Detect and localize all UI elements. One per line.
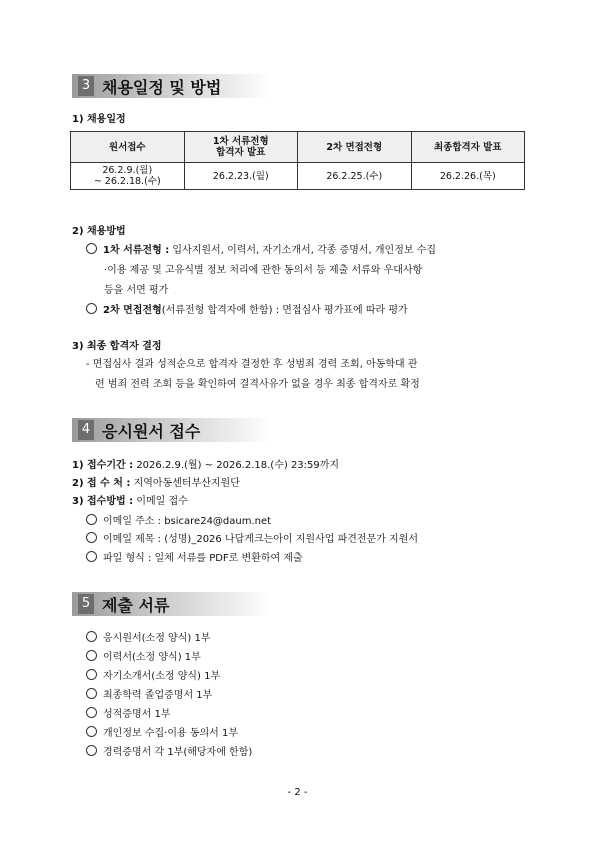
table-cell: 26.2.25.(수) (298, 163, 412, 190)
method-heading: 2) 채용방법 (72, 226, 126, 237)
circle-bullet-icon (86, 243, 97, 254)
schedule-table (70, 131, 525, 190)
circle-bullet-icon (86, 650, 97, 661)
list-item: 응시원서(소정 양식) 1부 (86, 629, 210, 644)
list-item: 자기소개서(소정 양식) 1부 (86, 667, 220, 682)
circle-bullet-icon (86, 514, 97, 525)
section-number: 5 (78, 594, 94, 614)
list-item: 이력서(소정 양식) 1부 (86, 648, 201, 663)
table-cell: 26.2.9.(월) ~ 26.2.18.(수) (71, 163, 185, 190)
method-item-2: 2차 면접전형(서류전형 합격자에 한함) : 면접심사 평가표에 따라 평가 (86, 301, 408, 316)
table-header-row (71, 132, 525, 163)
section-4-header (72, 418, 272, 442)
method-item-1: 1차 서류전형 : 입사지원서, 이력서, 자기소개서, 각종 증명서, 개인정보 수집 (86, 241, 436, 256)
circle-bullet-icon (86, 688, 97, 699)
section-title: 제출 서류 (102, 596, 170, 615)
final-line-1: - 면접심사 결과 성적순으로 합격자 결정한 후 성범죄 경력 조회, 아동학대 관 (86, 359, 418, 370)
page-number: - 2 - (287, 787, 308, 798)
table-row (71, 163, 525, 190)
section-title: 응시원서 접수 (102, 422, 201, 441)
table-cell: 26.2.23.(월) (184, 163, 298, 190)
circle-bullet-icon (86, 631, 97, 642)
list-item: 이메일 제목 : (성명)_2026 나답게크는아이 지원사업 파견전문가 지원서 (86, 530, 418, 545)
section-number: 4 (78, 420, 94, 440)
circle-bullet-icon (86, 707, 97, 718)
schedule-heading: 1) 채용일정 (72, 114, 126, 125)
list-item: 개인정보 수집·이용 동의서 1부 (86, 724, 238, 739)
list-item: 경력증명서 각 1부(해당자에 한함) (86, 743, 252, 758)
table-header-cell: 최종합격자 발표 (411, 132, 525, 163)
circle-bullet-icon (86, 745, 97, 756)
list-item: 파일 형식 : 일체 서류를 PDF로 변환하여 제출 (86, 549, 303, 564)
table-header-cell: 1차 서류전형 합격자 발표 (184, 132, 298, 163)
table-cell: 26.2.26.(목) (411, 163, 525, 190)
application-method: 3) 접수방법 : 이메일 접수 (72, 496, 188, 507)
final-heading: 3) 최종 합격자 결정 (72, 341, 162, 352)
section-number: 3 (78, 76, 94, 96)
section-title: 채용일정 및 방법 (102, 78, 222, 97)
circle-bullet-icon (86, 303, 97, 314)
list-item: 최종학력 졸업증명서 1부 (86, 686, 212, 701)
application-period: 1) 접수기간 : 2026.2.9.(월) ~ 2026.2.18.(수) 23:59까지 (72, 460, 340, 471)
final-line-2: 련 범죄 전력 조회 등을 확인하여 결격사유가 없을 경우 최종 합격자로 확정 (95, 379, 420, 390)
method-item-1-line-2: ·이용 제공 및 고유식별 정보 처리에 관한 동의서 등 제출 서류와 우대사항 (104, 265, 423, 276)
section-5-header (72, 592, 272, 616)
method-item-1-line-3: 등을 서면 평가 (104, 285, 169, 296)
circle-bullet-icon (86, 669, 97, 680)
table-header-cell: 2차 면접전형 (298, 132, 412, 163)
list-item: 성적증명서 1부 (86, 705, 171, 720)
application-place: 2) 접 수 처 : 지역아동센터부산지원단 (72, 478, 240, 489)
section-3-header (72, 74, 272, 98)
table-header-cell: 원서접수 (71, 132, 185, 163)
circle-bullet-icon (86, 551, 97, 562)
circle-bullet-icon (86, 532, 97, 543)
list-item: 이메일 주소 : bsicare24@daum.net (86, 512, 271, 527)
circle-bullet-icon (86, 726, 97, 737)
